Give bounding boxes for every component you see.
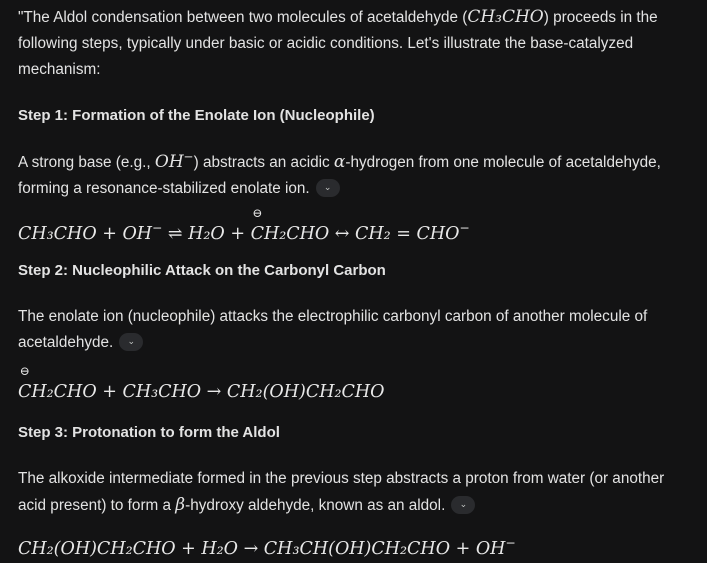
eq1-enolate-charge: − — [459, 221, 470, 236]
step-3-body — [18, 466, 688, 519]
step-2-heading: Step 2: Nucleophilic Attack on the Carbonyl Carbon — [18, 262, 386, 279]
chevron-down-icon: ⌄ — [323, 182, 332, 193]
eq3-reaction: CH₂(OH)CH₂CHO + H₂O → CH₃CH(OH)CH₂CHO + OH — [18, 539, 506, 559]
eq1-carbanion — [250, 206, 264, 248]
response-content — [18, 4, 688, 563]
eq2-carbanion — [18, 364, 32, 406]
step-1-text-b: ) abstracts an acidic — [193, 154, 334, 171]
eq2-reaction: H₂CHO + CH₃CHO → CH₂(OH)CH₂CHO — [31, 382, 385, 402]
negative-charge-icon: ⊖ — [252, 206, 263, 220]
step-3-text-a: The alkoxide intermediate formed in the previous step abstracts a proton from water (or another acid present) to form a — [18, 470, 665, 514]
eq1-reactants: CH₃CHO + OH — [18, 224, 153, 244]
chevron-down-icon: ⌄ — [127, 336, 136, 347]
step-3-equation — [18, 535, 688, 563]
intro-formula: CH₃CHO — [467, 7, 544, 27]
negative-charge-icon: ⊖ — [19, 364, 30, 378]
expand-chip-step-3[interactable] — [451, 496, 475, 514]
intro-paragraph — [18, 4, 688, 83]
beta-symbol: β — [175, 495, 186, 515]
step-1-base-formula: OH — [154, 152, 184, 172]
eq1-water: H₂O + — [188, 224, 251, 244]
step-1-equation — [18, 206, 688, 248]
alpha-symbol: α — [333, 152, 346, 172]
step-2-equation — [18, 364, 688, 406]
step-1-base — [154, 149, 194, 172]
eq1-carbanion-carbon: C — [250, 224, 264, 244]
eq3-hydroxide-charge: − — [505, 536, 516, 551]
step-1-base-charge: − — [183, 149, 194, 164]
expand-chip-step-1[interactable] — [316, 179, 340, 197]
step-1-heading: Step 1: Formation of the Enolate Ion (Nucleophile) — [18, 107, 375, 124]
intro-text-start: "The Aldol condensation between two molecules of acetaldehyde ( — [18, 9, 468, 26]
chevron-down-icon: ⌄ — [459, 499, 468, 510]
expand-chip-step-2[interactable] — [119, 333, 143, 351]
eq2-carbanion-carbon: C — [18, 382, 32, 402]
eq1-enolate: H₂CHO ↔ CH₂ = CHO — [263, 224, 460, 244]
step-1-body — [18, 149, 688, 202]
step-3-heading: Step 3: Protonation to form the Aldol — [18, 424, 280, 441]
step-1-text-c: -hydrogen from one molecule of acetaldehyde, forming a resonance-stabilized enolate ion. — [18, 154, 661, 197]
intro-text-end: ) proceeds in the following steps, typically under basic or acidic conditions. Let's illustrate the base-catalyzed mechanism: — [18, 9, 658, 78]
eq1-hydroxide-charge: − — [152, 221, 163, 236]
step-2-text: The enolate ion (nucleophile) attacks the electrophilic carbonyl carbon of another molecule of acetaldehyde. — [18, 308, 648, 351]
eq1-equilibrium-arrow: ⇌ — [167, 224, 183, 244]
step-3-text-b: -hydroxy aldehyde, known as an aldol. — [185, 497, 446, 514]
step-2-body — [18, 304, 688, 356]
step-1-text-a: A strong base (e.g., — [18, 154, 155, 171]
